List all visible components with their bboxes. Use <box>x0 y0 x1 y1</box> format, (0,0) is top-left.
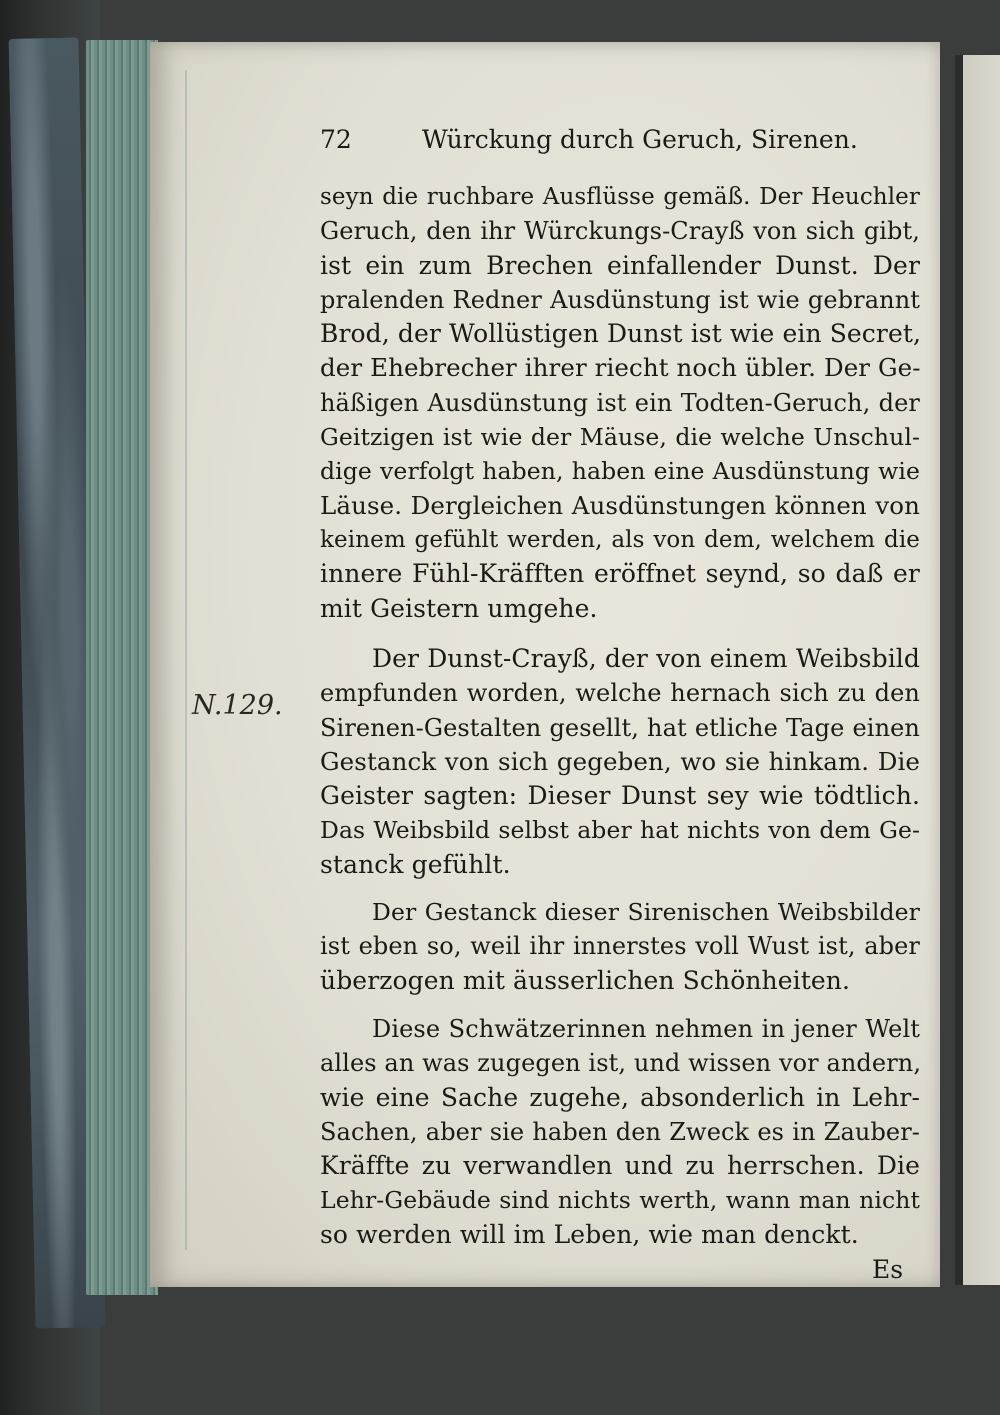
text-line: seyn die ruchbare Ausflüsse gemäß. Der Heuchler <box>320 184 920 210</box>
page-number: 72 <box>320 125 352 154</box>
text-line: pralenden Redner Ausdünstung ist wie gebrannt <box>320 285 920 314</box>
page-edge-stack <box>86 40 158 1295</box>
text-line: ist eben so, weil ihr innerstes voll Wust ist, aber <box>320 932 920 961</box>
text-line: stanck gefühlt. <box>320 849 511 879</box>
text-line: so werden will im Leben, wie man denckt. <box>320 1219 859 1249</box>
running-title: Würckung durch Geruch, Sirenen. <box>422 125 858 154</box>
paragraph-1 <box>320 180 920 626</box>
text-line: Sachen, aber sie haben den Zweck es in Zauber- <box>320 1117 920 1146</box>
text-line: Geitzigen ist wie der Mäuse, die welche Unschul- <box>320 423 920 452</box>
text-line: ist ein zum Brechen einfallender Dunst. Der <box>320 250 920 280</box>
text-line: mit Geistern umgehe. <box>320 593 598 623</box>
text-line: Der Dunst-Crayß, der von einem Weibsbild <box>372 644 920 673</box>
paragraph-3 <box>320 895 920 998</box>
text-line: Der Gestanck dieser Sirenischen Weibsbilder <box>372 898 920 926</box>
paragraph-2 <box>320 642 920 882</box>
running-header <box>320 125 880 154</box>
gutter-rule <box>185 70 187 1250</box>
text-line: Kräffte zu verwandlen und zu herrschen. Die <box>320 1151 920 1181</box>
text-line: Brod, der Wollüstigen Dunst ist wie ein Secret, <box>320 319 922 349</box>
text-line: Lehr-Gebäude sind nichts werth, wann man nicht <box>320 1186 920 1215</box>
text-line: Läuse. Dergleichen Ausdünstungen können von <box>320 490 920 520</box>
text-line: häßigen Ausdünstung ist ein Todten-Geruch, der <box>320 388 920 417</box>
text-line: wie eine Sache zugehe, absonderlich in Lehr- <box>320 1082 920 1112</box>
text-line: überzogen mit äusserlichen Schönheiten. <box>320 965 851 995</box>
text-line: empfunden worden, welche hernach sich zu den <box>320 679 920 708</box>
text-line: Sirenen-Gestalten gesellt, hat etliche Tage einen <box>320 713 920 742</box>
text-line: Gestanck von sich gegeben, wo sie hinkam. Die <box>320 746 920 776</box>
margin-note: N.129. <box>192 690 283 721</box>
text-line: Geruch, den ihr Würckungs-Crayß von sich gibt, <box>320 217 920 246</box>
text-line: alles an was zugegen ist, und wissen vor andern, <box>320 1049 922 1078</box>
catchword: Es <box>872 1255 904 1284</box>
facing-page-edge <box>955 55 1000 1285</box>
text-line: Das Weibsbild selbst aber hat nichts von dem Ge- <box>320 816 920 845</box>
text-line: Diese Schwätzerinnen nehmen in jener Welt <box>372 1015 920 1043</box>
text-line: Geister sagten: Dieser Dunst sey wie tödtlich. <box>320 781 920 811</box>
text-line: dige verfolgt haben, haben eine Ausdünstung wie <box>320 457 920 486</box>
text-line: innere Fühl-Kräfften eröffnet seynd, so daß er <box>320 559 920 589</box>
text-line: keinem gefühlt werden, als von dem, welchem die <box>320 526 920 553</box>
paragraph-4 <box>320 1012 920 1252</box>
text-line: der Ehebrecher ihrer riecht noch übler. Der Ge- <box>320 353 921 383</box>
